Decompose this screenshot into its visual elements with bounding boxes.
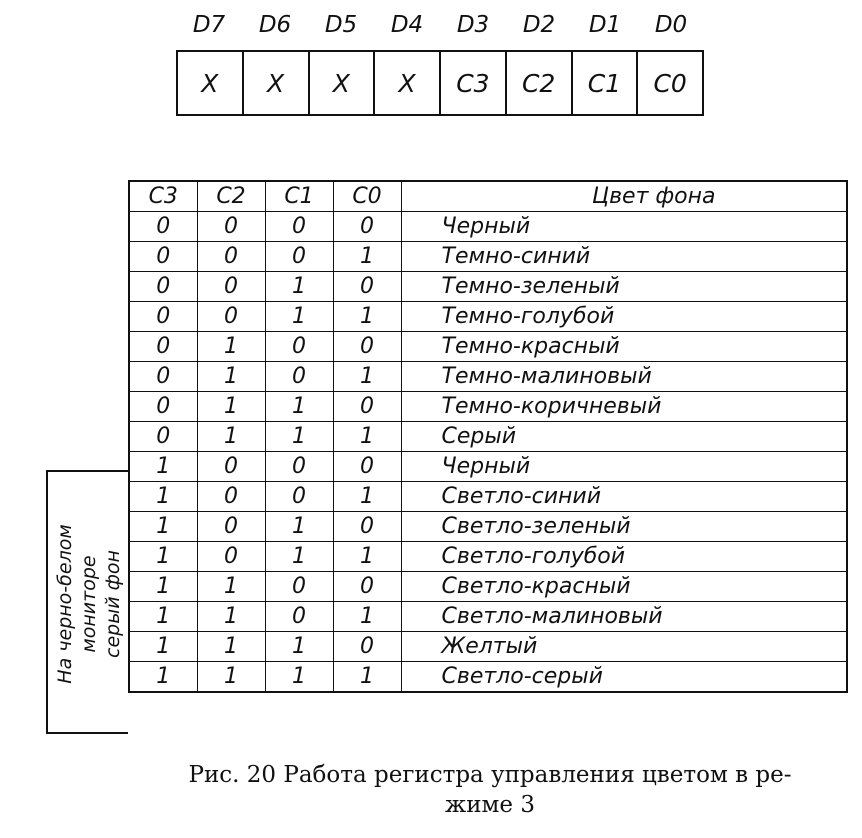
cell-color-name: Черный (401, 452, 847, 482)
cell-c1: 0 (265, 452, 333, 482)
figure-caption (140, 760, 840, 820)
cell-c1: 1 (265, 422, 333, 452)
cell-c2: 0 (197, 302, 265, 332)
cell-c1: 0 (265, 362, 333, 392)
side-note-text (53, 472, 125, 734)
register-diagram (176, 50, 704, 116)
cell-c0: 0 (333, 632, 401, 662)
cell-c3: 0 (129, 362, 197, 392)
side-note-line: мониторе (78, 555, 100, 653)
cell-c0: 1 (333, 662, 401, 693)
cell-c1: 1 (265, 662, 333, 693)
cell-color-name: Темно-коричневый (401, 392, 847, 422)
register-cell-d1: C1 (573, 52, 639, 114)
bit-label-d1: D1 (588, 12, 622, 38)
table-row (129, 482, 847, 512)
cell-c3: 1 (129, 512, 197, 542)
cell-color-name: Серый (401, 422, 847, 452)
cell-c1: 0 (265, 602, 333, 632)
cell-c1: 1 (265, 302, 333, 332)
cell-c1: 0 (265, 212, 333, 242)
cell-c2: 1 (197, 392, 265, 422)
table-row (129, 422, 847, 452)
cell-c2: 1 (197, 362, 265, 392)
bit-label-d6: D6 (258, 12, 292, 38)
cell-c1: 1 (265, 542, 333, 572)
cell-c1: 1 (265, 272, 333, 302)
cell-c0: 1 (333, 542, 401, 572)
caption-line-2: жиме 3 (445, 792, 535, 818)
header-c1: C1 (265, 181, 333, 212)
register-cell-d6: X (244, 52, 310, 114)
cell-c3: 1 (129, 482, 197, 512)
cell-c0: 1 (333, 302, 401, 332)
bit-label-d7: D7 (192, 12, 226, 38)
table-header-row (129, 181, 847, 212)
register-cell-d2: C2 (507, 52, 573, 114)
cell-c0: 1 (333, 362, 401, 392)
register-cell-d0: C0 (653, 68, 687, 98)
side-note-line: На черно-белом (54, 524, 76, 684)
table-row (129, 392, 847, 422)
caption-line-1: Рис. 20 Работа регистра управления цветом в ре- (188, 762, 792, 788)
cell-c2: 0 (197, 212, 265, 242)
cell-color-name: Темно-зеленый (401, 272, 847, 302)
bit-label-d3: D3 (456, 12, 490, 38)
cell-c3: 0 (129, 422, 197, 452)
header-color: Цвет фона (401, 181, 847, 212)
cell-c0: 0 (333, 452, 401, 482)
cell-c2: 1 (197, 632, 265, 662)
cell-c2: 1 (197, 332, 265, 362)
table-row (129, 272, 847, 302)
cell-c0: 1 (333, 242, 401, 272)
cell-c3: 1 (129, 602, 197, 632)
cell-c2: 1 (197, 422, 265, 452)
background-color-table (128, 180, 848, 693)
cell-c3: 1 (129, 542, 197, 572)
cell-c2: 0 (197, 242, 265, 272)
table-row (129, 512, 847, 542)
cell-c2: 0 (197, 482, 265, 512)
cell-color-name: Темно-малиновый (401, 362, 847, 392)
side-note-bracket (46, 470, 128, 734)
cell-c2: 0 (197, 452, 265, 482)
cell-c3: 1 (129, 632, 197, 662)
bit-label-d0: D0 (654, 12, 688, 38)
cell-c3: 0 (129, 242, 197, 272)
register-bit-labels (176, 12, 704, 48)
cell-color-name: Светло-зеленый (401, 512, 847, 542)
cell-color-name: Желтый (401, 632, 847, 662)
cell-c1: 0 (265, 332, 333, 362)
cell-c0: 0 (333, 272, 401, 302)
cell-color-name: Черный (401, 212, 847, 242)
side-note-line: серый фон (102, 550, 124, 658)
cell-color-name: Светло-малиновый (401, 602, 847, 632)
cell-color-name: Светло-красный (401, 572, 847, 602)
cell-c1: 1 (265, 512, 333, 542)
register-cell-d4: X (375, 52, 441, 114)
cell-c2: 0 (197, 272, 265, 302)
table-row (129, 602, 847, 632)
cell-c0: 0 (333, 212, 401, 242)
cell-color-name: Темно-красный (401, 332, 847, 362)
cell-color-name: Светло-синий (401, 482, 847, 512)
cell-c2: 1 (197, 662, 265, 693)
table-row (129, 662, 847, 693)
table-row (129, 362, 847, 392)
cell-c2: 0 (197, 542, 265, 572)
header-c0: C0 (333, 181, 401, 212)
cell-c1: 1 (265, 392, 333, 422)
cell-c3: 0 (129, 272, 197, 302)
cell-c3: 0 (129, 212, 197, 242)
table-row (129, 572, 847, 602)
cell-c0: 1 (333, 422, 401, 452)
cell-c3: 0 (129, 332, 197, 362)
table-body (129, 212, 847, 693)
cell-c2: 1 (197, 602, 265, 632)
cell-c3: 1 (129, 452, 197, 482)
cell-c0: 0 (333, 572, 401, 602)
cell-c0: 1 (333, 482, 401, 512)
bit-label-d2: D2 (522, 12, 556, 38)
cell-c2: 0 (197, 512, 265, 542)
header-c3: C3 (129, 181, 197, 212)
cell-c3: 1 (129, 662, 197, 693)
register-cell-d7: X (178, 52, 244, 114)
cell-c3: 0 (129, 302, 197, 332)
cell-color-name: Темно-голубой (401, 302, 847, 332)
cell-color-name: Темно-синий (401, 242, 847, 272)
table-row (129, 452, 847, 482)
register-cell-d3: C3 (441, 52, 507, 114)
table-row (129, 332, 847, 362)
table-row (129, 302, 847, 332)
cell-c0: 0 (333, 332, 401, 362)
table-row (129, 632, 847, 662)
header-c2: C2 (197, 181, 265, 212)
cell-c1: 0 (265, 482, 333, 512)
cell-c2: 1 (197, 572, 265, 602)
bit-label-d4: D4 (390, 12, 424, 38)
cell-c1: 0 (265, 572, 333, 602)
table-row (129, 542, 847, 572)
table-row (129, 242, 847, 272)
cell-c0: 1 (333, 602, 401, 632)
cell-c0: 0 (333, 512, 401, 542)
cell-c3: 0 (129, 392, 197, 422)
table-row (129, 212, 847, 242)
register-cell-d5: X (310, 52, 376, 114)
bit-label-d5: D5 (324, 12, 358, 38)
cell-c3: 1 (129, 572, 197, 602)
cell-c1: 1 (265, 632, 333, 662)
cell-color-name: Светло-голубой (401, 542, 847, 572)
cell-color-name: Светло-серый (401, 662, 847, 693)
cell-c1: 0 (265, 242, 333, 272)
cell-c0: 0 (333, 392, 401, 422)
